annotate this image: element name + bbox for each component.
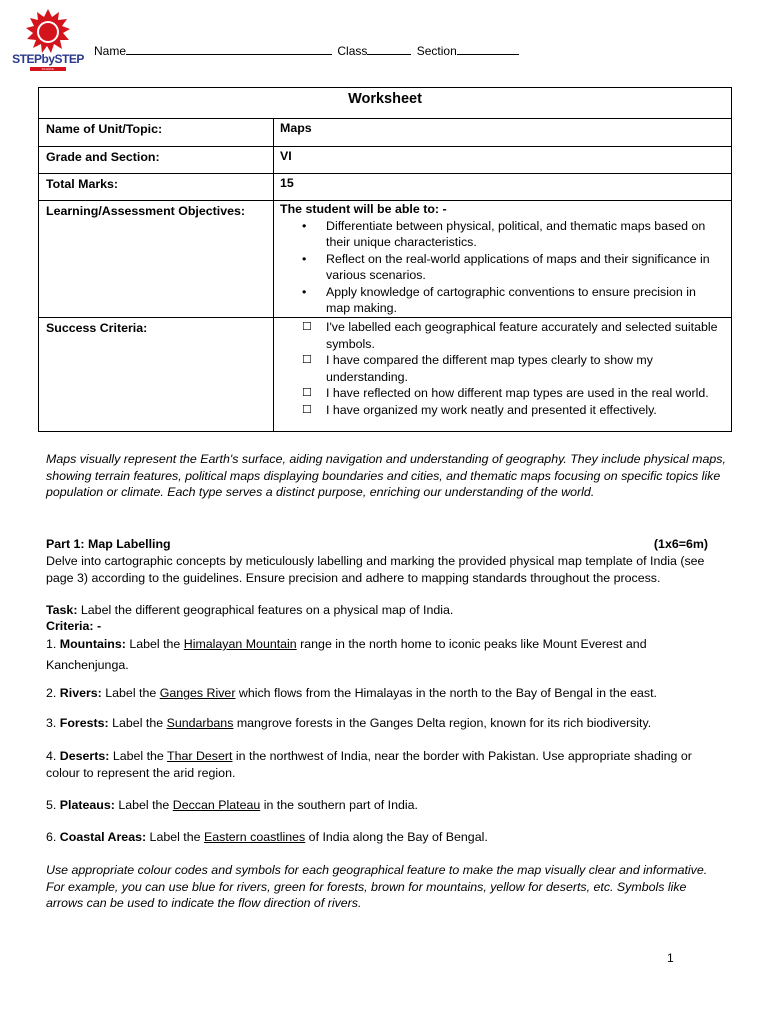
school-logo [10, 8, 86, 74]
task-label: Task: [46, 603, 78, 617]
criteria-item-deserts [46, 748, 726, 781]
task-text: Label the different geographical features on a physical map of India. [77, 603, 454, 617]
intro-paragraph: Maps visually represent the Earth's surface, aiding navigation and understanding of geography. They include physical maps, showing terrain features, political maps displaying boundaries and cities, and thematic maps focusing on specific topics like population or climate. Each type serves a distinct purpose, enriching our understanding of the world. [46, 452, 726, 499]
item-number: 4. [46, 749, 57, 763]
item-feature: Deccan Plateau [172, 798, 261, 812]
list-item [302, 385, 731, 402]
section-field[interactable] [457, 43, 519, 55]
section-label: Section [416, 44, 457, 58]
item-post: of India along the Bay of Bengal. [305, 830, 488, 844]
bullet-icon: • [302, 218, 307, 233]
unit-topic-value: Maps [274, 119, 732, 147]
worksheet-title: Worksheet [39, 88, 732, 119]
total-marks-value: 15 [274, 174, 732, 201]
worksheet-table [38, 87, 732, 432]
table-row [39, 318, 732, 432]
item-pre: Label the [146, 830, 204, 844]
part1-title: Part 1: Map Labelling [46, 537, 171, 551]
page-number: 1 [667, 951, 674, 965]
criteria-list [280, 319, 731, 418]
name-field[interactable] [126, 43, 332, 55]
criteria-text: I have organized my work neatly and presented it effectively. [326, 402, 657, 417]
item-post: in the southern part of India. [260, 798, 418, 812]
criteria-item-mountains [46, 634, 726, 676]
total-marks-label: Total Marks: [39, 174, 274, 201]
item-post: in the northwest of India, near the border with Pakistan. Use appropriate shading or colour to represent the arid region. [46, 749, 692, 780]
sunburst-logo-icon [10, 8, 86, 56]
logo-text: STEPbySTEP [12, 52, 84, 66]
item-pre: Label the [108, 716, 167, 730]
student-info-line [94, 43, 519, 60]
objectives-list [280, 218, 731, 317]
name-label: Name [94, 44, 127, 58]
bullet-icon: • [302, 251, 307, 266]
item-feature: Sundarbans [166, 716, 234, 730]
grade-section-label: Grade and Section: [39, 147, 274, 174]
item-feature: Ganges River [159, 686, 236, 700]
item-post: which flows from the Himalayas in the north to the Bay of Bengal in the east. [235, 686, 657, 700]
success-criteria-label: Success Criteria: [39, 318, 274, 432]
item-post: range in the north home to iconic peaks like Mount Everest and Kanchenjunga. [46, 637, 647, 672]
criteria-item-rivers [46, 685, 726, 702]
closing-paragraph: Use appropriate colour codes and symbols for each geographical feature to make the map visually clear and informative. For example, you can use blue for rivers, green for forests, brown for mountains, yellow for deserts, etc. Symbols like arrows can be used to indicate the flow direction of rivers. [46, 863, 708, 910]
item-number: 6. [46, 830, 57, 844]
table-row [39, 147, 732, 174]
logo-subtext: SCHOOL [30, 67, 66, 71]
table-row [39, 201, 732, 318]
criteria-item-coastal [46, 829, 726, 846]
objective-text: Differentiate between physical, political, and thematic maps based on their unique characteristics. [326, 218, 706, 249]
objective-text: Apply knowledge of cartographic conventions to ensure precision in map making. [326, 284, 696, 315]
item-term: Forests: [59, 716, 109, 730]
unit-topic-label: Name of Unit/Topic: [39, 119, 274, 147]
table-row [39, 174, 732, 201]
objectives-cell [274, 201, 732, 318]
checkbox-icon[interactable]: ☐ [302, 403, 312, 416]
item-feature: Himalayan Mountain [183, 637, 297, 651]
item-pre: Label the [125, 637, 184, 651]
criteria-text: I've labelled each geographical feature accurately and selected suitable symbols. [326, 320, 718, 351]
checkbox-icon[interactable]: ☐ [302, 387, 312, 399]
item-feature: Thar Desert [167, 749, 233, 763]
criteria-item-plateaus [46, 797, 726, 814]
item-term: Coastal Areas: [59, 830, 147, 844]
table-row [39, 119, 732, 147]
class-field[interactable] [367, 43, 411, 55]
criteria-item-forests [46, 715, 726, 732]
list-item [302, 352, 731, 385]
list-item [302, 251, 731, 284]
item-term: Mountains: [59, 637, 126, 651]
criteria-text: I have compared the different map types clearly to show my understanding. [326, 353, 653, 384]
checkbox-icon[interactable]: ☐ [302, 321, 312, 333]
item-number: 2. [46, 686, 57, 700]
list-item [302, 319, 731, 352]
item-pre: Label the [114, 798, 173, 812]
item-pre: Label the [109, 749, 168, 763]
criteria-cell [274, 318, 732, 432]
item-term: Deserts: [59, 749, 110, 763]
item-term: Rivers: [59, 686, 102, 700]
objectives-intro: The student will be able to: - [280, 202, 447, 216]
class-label: Class [337, 44, 368, 58]
item-pre: Label the [101, 686, 160, 700]
criteria-heading: Criteria: - [46, 619, 102, 633]
list-item [302, 402, 731, 419]
criteria-text: I have reflected on how different map types are used in the real world. [326, 386, 709, 400]
list-item [302, 284, 731, 317]
part1-description: Delve into cartographic concepts by meticulously labelling and marking the provided physical map template of India (see page 3) according to the guidelines. Ensure precision and adhere to mapping standards throughout the process. [46, 554, 705, 585]
objective-text: Reflect on the real-world applications of maps and their significance in various scenarios. [326, 251, 710, 282]
item-number: 1. [46, 637, 57, 651]
checkbox-icon[interactable]: ☐ [302, 354, 312, 366]
item-number: 3. [46, 716, 57, 730]
list-item [302, 218, 731, 251]
item-post: mangrove forests in the Ganges Delta region, known for its rich biodiversity. [233, 716, 652, 730]
item-number: 5. [46, 798, 57, 812]
part1-marks: (1x6=6m) [653, 537, 708, 551]
item-feature: Eastern coastlines [203, 830, 306, 844]
part1-heading [46, 536, 726, 553]
bullet-icon: • [302, 284, 307, 299]
objectives-label: Learning/Assessment Objectives: [39, 201, 274, 318]
task-line [46, 602, 726, 619]
item-term: Plateaus: [59, 798, 115, 812]
grade-section-value: VI [274, 147, 732, 174]
